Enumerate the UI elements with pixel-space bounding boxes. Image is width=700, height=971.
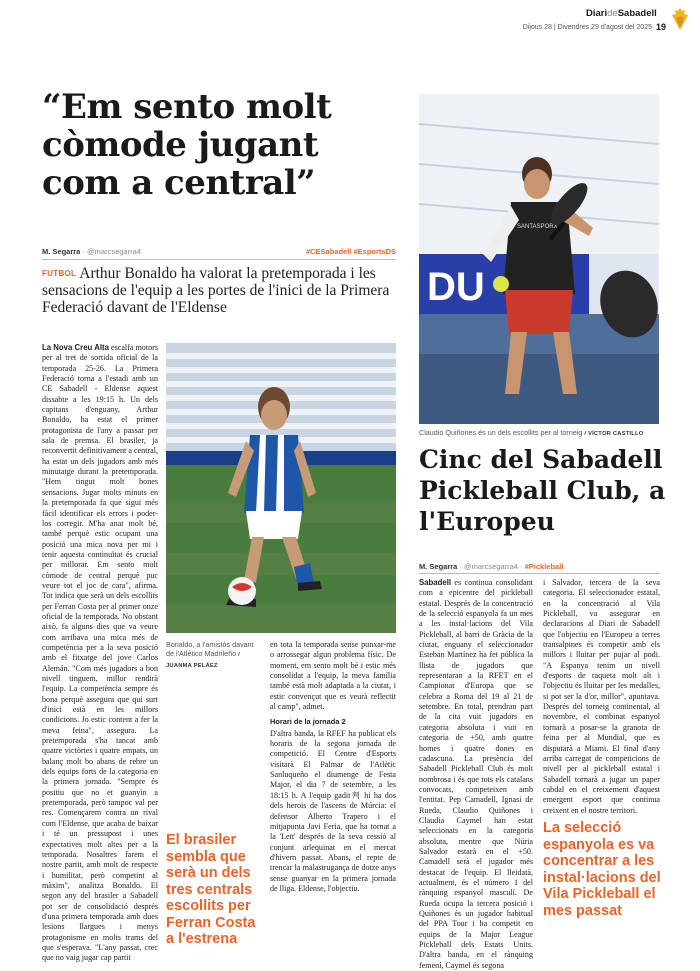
article1-photo-caption [166,640,258,671]
article2-col1-text: es continua consolidant com a epicentre del pickleball estatal. Després de la concentració de la selecció espanyola fa un mes a les instal·lacions del Vila Pickleball, al barri de Gràcia de la ciutat, enguany el seleccionador Esteban Martínez ha fet pública la llista de jugadors que representaran a la RFET en el Campionat d'Europa que se celebra a Roma del 19 al 21 de setembre. En total, prendran part de la cita vuit jugadors en categoria absoluta i vuit en categoria de +50, amb quatre homes i quatre dones en cadascuna. La presència del Sabadell Pickleball Club és molt nombrosa i és que tots els catalans convocats, competeixen amb l'entitat. Pep Camadell, Ignasi de Rueda, Claudio Quiñones i Claudia Caymel han estat seleccionats en la categoria absoluta, mentre que Núria Salvador estarà en el +50. Camadell serà el jugador més destacat de l'equip. El lleidatà, actualment, és el número 1 del rànquing espanyol masculí. De Rueda ocupa la tercera posició i Quiñones és un jugador habitual del PPA Tour i ha competit en equips de la Major League Pickleball dels Estats Units. D'altra banda, en el rànquing femení, Caymel és segona [419,578,533,970]
article2-photo-caption [419,428,669,439]
article1-rule [42,259,396,260]
article2-photo-shirt: SANTASPORX [517,224,558,230]
article2-photo-credit: / VÍCTOR CASTILLO [584,431,644,437]
article2-photo-banner: DU [427,265,485,309]
article2-photo [419,94,659,424]
article1-headline: “Em sento molt còmode jugant com a central” [42,87,332,203]
article1-photo [166,343,396,633]
article1-col2b-text: D'altra banda, la RFEF ha publicat els horaris de la segona jornada de competició. El Centre d'Esports visitarà El Palmar de l'Atlètic Sanluqueño el diumenge de Festa Major, el dia 7 de setembre, a les 18:15 h. A l'equip gadit判 hi ha dos dels herois de l'ascens de Múrcia: el defensor Alberto Trapero i el mitjapunta Javi Feria, que ha tornat a la 'Lett' després de la seva cessió al conjunt arlequinat en el mercat d'hivern passat. Abans, el repte de trencar la malastrugança de dotze anys sense guanyar en la primera jornada de lliga. Eldense, l'objectiu. [270,728,396,893]
article1-standfirst-text: Arthur Bonaldo ha valorat la pretemporada i les sensacions de l'equip a les portes de l'inici de la Primera Federació davant de l'Eldense [42,265,390,316]
page-number: 19 [656,22,667,32]
article1-caption-text: Bonaldo, a l'amistós davant de l'Atlètico Madrileño [166,640,254,658]
article2-lead-in: Sabadell [419,578,452,587]
shield-icon [672,8,688,30]
article2-author: M. Segarra [419,562,458,571]
article2-col2-text: i Salvador, tercera de la seva categoria. El seleccionador estatal, en la concentració al Vila Pickleball, va assegurar en declaracions al Diari de Sabadell que l'objectiu en l'Europeu a terres transalpines és competir amb els millors i lluitar per pujar al podi. "A Espanya tenim un nivell d'esports de raqueta molt alt i l'objectiu és lluitar per les medalles, si pot ser la d'or, millor", apuntava. Després del torneig continental, al novembre, el combinat espanyol tornarà a posar-se la granota de feina per al Mundial, que es disputarà a Miami. El final d'any arriba carregat de competicions de nivell per al pickleball estatal i Sabadell tornarà a jugar un paper cabdal en el creixement d'aquest emergent esport que continua creixent en el nostre territori. [543,578,660,815]
article2-tags: #Pickleball [524,562,564,571]
article1-pullquote: El brasiler sembla que serà un dels tres centrals escollits per Ferran Costa a l'estrena [166,832,256,947]
article1-col1-text: escalfa motors per al tret de sortida oficial de la temporada 25-26. La Primera Federació torna a l'estadi amb un CE Sabadell - Eldense aquest dissabte a les 19:15 h. Un dels capitans d'enguany, Arthur Bonaldo, ha estat el primer protagonista de l'any a passar per sala de premsa. El brasiler, ja reconvertit definitivament a central, ha estat un dels jugadors amb més minutatge durant la pretemporada. "Hem tingut molt bones sensacions. Jugar molts minuts en la pretemporada fa que sigui més fàcil identificar els errors i poder-los corregir. M'ha anat molt bé, també perquè estic ocupant una posició una mica nova per mi i tenir aquesta continuïtat és crucial per millorar. Em sento molt còmode de central perquè puc veure tot el joc de cara", afirma. Tot indica que serà un dels escollits per Ferran Costa per al primer onze oficial de la temporada. No obstant això, fa alguns dies que va veure com arribava una mica més de competència per a la seva posició amb el fitxatge del jove Carlos Alemán. "Com més jugadors a bon nivell tinguem, millor rendirà l'equip. La competència sempre és bona perquè assegura que qui surt d'inici està en les millors condicions. Jo estic content a fer la meva feina", assegura. La pretemporada s'ha tancat amb quatre victòries i quatre empats, un balanç molt bo abans de rebre un dels equips forts de la categoria en la primera jornada. "Sempre és positiu que no et guanyin a pretemporada, però tampoc val per res. Començarem contra un rival com l'Eldense, que acaba de baixar i té un pressupost i unes expectatives molt altes per a la temporada. Nosaltres farem el nostre partit, amb molt de respecte i humilitat, però competint al màxim", analitza Bonaldo. El segon any del brasiler a Sabadell pot ser de consolidació després d'una primera temporada amb dues lesions llargues i menys protagonisme en molts trams del que s'esperava. "L'any passat, crec que no vaig jugar cap partit [42,343,158,963]
article2-pullquote: La selecció espanyola es va concentrar a les instal·lacions del Vila Pickleball el mes passat [543,820,661,919]
masthead-brand [586,8,686,19]
article1-photo-credit: / JUANMA PELÁEZ [166,652,240,669]
issue-date: Dijous 28 | Divendres 29 d'agost del 2025 [522,24,652,31]
article2-col1 [419,578,533,970]
article1-author: M. Segarra [42,247,81,256]
article2-rule [419,573,660,574]
article1-tags: #CESabadell #EsportsDS [305,247,396,256]
article2-caption-text: Claudio Quiñones és un dels escollits per al torneig [419,428,583,437]
brand-city: Sabadell [617,8,657,19]
article2-handle: @marcsegarra4 [464,562,518,571]
article1-kicker: FUTBOL [42,269,77,278]
article1-col2a-text: en tota la temporada sense punxar-me o arrossegar algun problema físic. De moment, em sento molt bé i estic més consolidat a l'equip, la meva família també està molt adaptada a la ciutat, i estic convençut que es veurà reflectit al camp", admet. [270,640,396,712]
article2-byline: M. Segarra · @marcsegarra4 · #Pickleball [419,562,564,571]
article1-subhead: Horari de la jornada 2 [270,717,346,727]
article1-byline: M. Segarra · @marcsegarra4 [42,247,141,256]
brand-thin: de [607,8,618,19]
article1-standfirst [42,265,396,316]
article2-headline: Cinc del Sabadell Pickleball Club, a l'Europeu [419,445,666,536]
article1-lead-in: La Nova Creu Alta [42,343,109,352]
brand-bold: Diari [586,8,608,19]
article1-handle: @marcsegarra4 [87,247,141,256]
article1-col2 [270,640,396,935]
article1-col1 [42,343,158,963]
article2-col2 [543,578,660,815]
